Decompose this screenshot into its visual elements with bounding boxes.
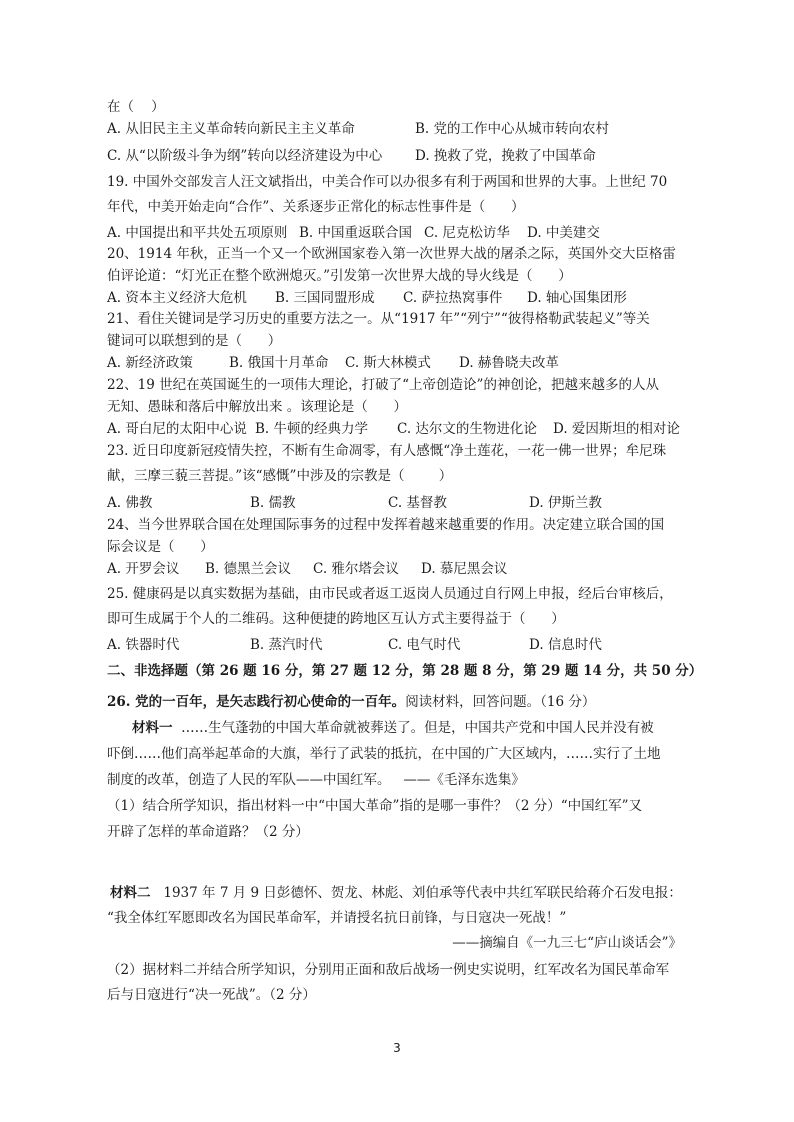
q24-options bbox=[107, 560, 687, 578]
q26-part1-line2: 开辟了怎样的革命道路？（2 分） bbox=[107, 824, 309, 840]
q19-option-c: C. 尼克松访华 bbox=[424, 225, 510, 241]
q19-stem-line1: 19. 中国外交部发言人汪文斌指出，中美合作可以办很多有利于两国和世界的大事。上世纪 70 bbox=[107, 174, 668, 190]
q22-option-c: C. 达尔文的生物进化论 bbox=[397, 421, 537, 437]
q20-option-b: B. 三国同盟形成 bbox=[275, 290, 375, 306]
material-2-line2: “我全体红军愿即改名为国民革命军，并请授名抗日前锋，与日寇决一死战！” bbox=[107, 910, 567, 926]
q18-option-b: B. 党的工作中心从城市转向农村 bbox=[415, 121, 610, 137]
material-2-label: 材料二 bbox=[110, 885, 151, 901]
q23-option-c: C. 基督教 bbox=[388, 495, 447, 511]
q19-option-a: A. 中国提出和平共处五项原则 bbox=[107, 225, 288, 241]
q26-title-bold: 26. 党的一百年，是矢志践行初心使命的一百年。 bbox=[107, 694, 406, 710]
q20-stem-line2: 伯评论道：“灯光正在整个欧洲熄灭。”引发第一次世界大战的导火线是（ ） bbox=[107, 268, 572, 284]
q21-options bbox=[107, 354, 687, 372]
q19-stem-line2: 年代，中美开始走向“合作”、关系逐步正常化的标志性事件是（ ） bbox=[107, 199, 525, 215]
page-number: 3 bbox=[393, 1041, 401, 1055]
q22-option-b: B. 牛顿的经典力学 bbox=[255, 421, 369, 437]
q25-option-b: B. 蒸汽时代 bbox=[250, 637, 323, 653]
material-2-source: ——摘编自《一九三七“庐山谈话会”》 bbox=[452, 935, 682, 951]
q25-options bbox=[107, 636, 687, 654]
q21-stem-line1: 21、看住关键词是学习历史的重要方法之一。从“1917 年”“列宁”“彼得格勒武装起义”等关 bbox=[107, 311, 650, 327]
material-1-line2: 吓倒……他们高举起革命的大旗，举行了武装的抵抗，在中国的广大区域内，……实行了土地 bbox=[107, 746, 661, 762]
q25-stem-line2: 即可生成属于个人的二维码。这种便捷的跨地区互认方式主要得益于（ ） bbox=[107, 611, 565, 627]
q24-stem-line1: 24、当今世界联合国在处理国际事务的过程中发挥着越来越重要的作用。决定建立联合国的国 bbox=[107, 517, 665, 533]
q25-option-d: D. 信息时代 bbox=[529, 637, 602, 653]
material-1-line1 bbox=[132, 719, 654, 737]
q19-options bbox=[107, 224, 687, 242]
q20-option-c: C. 萨拉热窝事件 bbox=[403, 290, 503, 306]
q25-option-a: A. 铁器时代 bbox=[107, 637, 180, 653]
q21-option-c: C. 斯大林模式 bbox=[345, 355, 431, 371]
q24-option-d: D. 慕尼黑会议 bbox=[421, 561, 508, 577]
q26-part1-line1: （1）结合所学知识，指出材料一中“中国大革命”指的是哪一事件？（2 分）“中国红军”又 bbox=[107, 798, 643, 814]
q21-stem-line2: 键词可以联想到的是（ ） bbox=[107, 333, 282, 349]
material-1-label: 材料一 bbox=[132, 720, 173, 736]
q23-options bbox=[107, 494, 687, 512]
q19-option-b: B. 中国重返联合国 bbox=[299, 225, 413, 241]
q18-options-row2 bbox=[107, 147, 687, 165]
q18-option-a: A. 从旧民主主义革命转向新民主主义革命 bbox=[107, 121, 355, 137]
material-1-text1: ……生气蓬勃的中国大革命就被葬送了。但是，中国共产党和中国人民并没有被 bbox=[172, 720, 654, 736]
section-heading: 二、非选择题（第 26 题 16 分，第 27 题 12 分，第 28 题 8 分，第 29 题 14 分，共 50 分） bbox=[107, 663, 703, 679]
q22-options bbox=[107, 420, 687, 438]
q20-option-a: A. 资本主义经济大危机 bbox=[107, 290, 247, 306]
q18-option-d: D. 挽救了党，挽救了中国革命 bbox=[415, 148, 596, 164]
q19-option-d: D. 中美建交 bbox=[527, 225, 600, 241]
q18-options-row1 bbox=[107, 120, 687, 138]
q21-option-d: D. 赫鲁晓夫改革 bbox=[459, 355, 559, 371]
q22-option-d: D. 爱因斯坦的相对论 bbox=[553, 421, 680, 437]
q18-stem-tail: 在（ ） bbox=[107, 99, 165, 115]
q25-stem-line1: 25. 健康码是以真实数据为基础，由市民或者返工返岗人员通过自行网上申报，经后台审核后， bbox=[107, 586, 673, 602]
q22-stem-line1: 22、19 世纪在英国诞生的一项伟大理论，打破了“上帝创造论”的神创论，把越来越多的人从 bbox=[107, 377, 659, 393]
q22-stem-line2: 无知、愚昧和落后中解放出来 。该理论是（ ） bbox=[107, 399, 408, 415]
q20-options bbox=[107, 289, 687, 307]
q20-option-d: D. 轴心国集团形 bbox=[527, 290, 627, 306]
q23-stem-line1: 23. 近日印度新冠疫情失控，不断有生命凋零，有人感慨“净土莲花，一花一佛一世界；牟尼珠 bbox=[107, 443, 667, 459]
q24-option-a: A. 开罗会议 bbox=[107, 561, 180, 577]
q20-stem-line1: 20、1914 年秋，正当一个又一个欧洲国家卷入第一次世界大战的屠杀之际，英国外交大臣格雷 bbox=[107, 246, 676, 262]
material-2-line1 bbox=[110, 884, 682, 902]
q24-stem-line2: 际会议是（ ） bbox=[107, 539, 214, 555]
q18-option-c: C. 从“以阶级斗争为纲”转向以经济建设为中心 bbox=[107, 148, 383, 164]
material-2-text1: 1937 年 7 月 9 日彭德怀、贺龙、林彪、刘伯承等代表中共红军联民给蒋介石发电报： bbox=[150, 885, 682, 901]
q23-option-a: A. 佛教 bbox=[107, 495, 153, 511]
q21-option-a: A. 新经济政策 bbox=[107, 355, 193, 371]
q23-option-b: B. 儒教 bbox=[250, 495, 296, 511]
q26-part2-line2: 后与日寇进行“决一死战”。（2 分） bbox=[107, 987, 316, 1003]
material-1-line3: 制度的改革，创造了人民的军队——中国红军。 ——《毛泽东选集》 bbox=[107, 772, 525, 788]
q22-option-a: A. 哥白尼的太阳中心说 bbox=[107, 421, 247, 437]
q23-stem-line2: 献，三摩三藐三菩提。”该“感慨”中涉及的宗教是（ ） bbox=[107, 468, 453, 484]
q23-option-d: D. 伊斯兰教 bbox=[529, 495, 602, 511]
q24-option-c: C. 雅尔塔会议 bbox=[313, 561, 399, 577]
q25-option-c: C. 电气时代 bbox=[388, 637, 461, 653]
q26-title-rest: 阅读材料，回答问题。（16 分） bbox=[405, 694, 596, 710]
q24-option-b: B. 德黑兰会议 bbox=[205, 561, 292, 577]
q21-option-b: B. 俄国十月革命 bbox=[229, 355, 329, 371]
q26-part2-line1: （2）据材料二并结合所学知识，分别用正面和敌后战场一例史实说明，红军改名为国民革命军 bbox=[107, 962, 670, 978]
q26-title bbox=[107, 693, 595, 711]
